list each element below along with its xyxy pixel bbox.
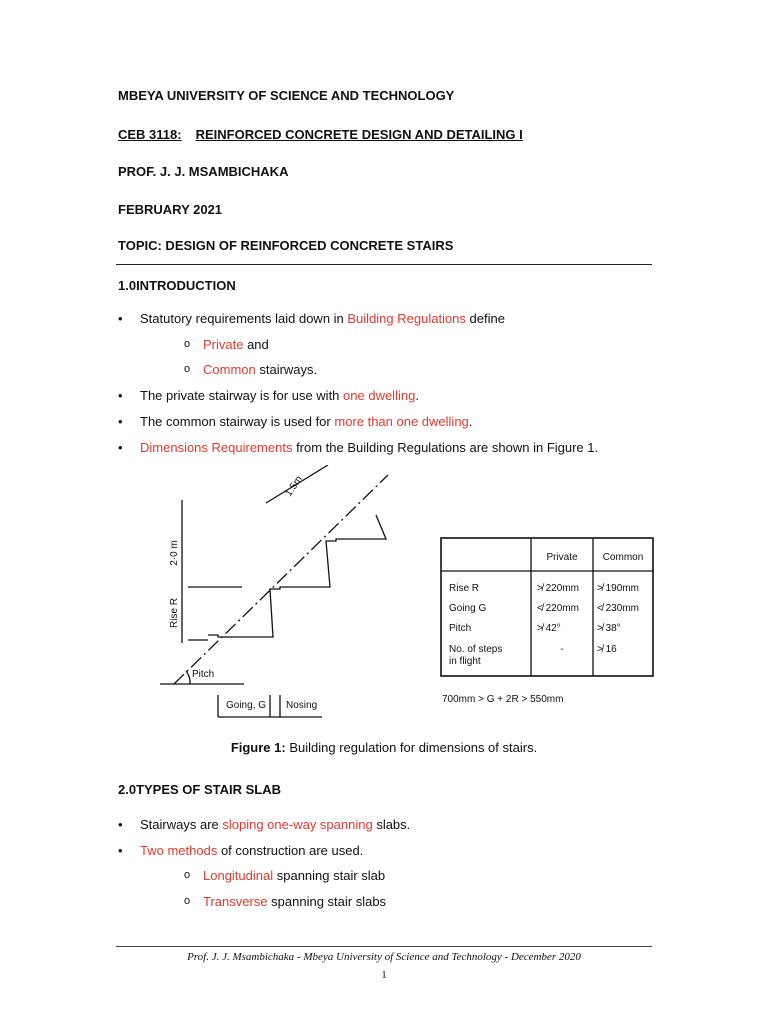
bullet-icon: • <box>118 817 123 832</box>
table-header-common: Common <box>602 552 644 563</box>
section2-heading: 2.0TYPES OF STAIR SLAB <box>118 782 282 797</box>
date-line: FEBRUARY 2021 <box>118 202 223 217</box>
bullet-icon: • <box>118 414 123 429</box>
circle-bullet-icon: o <box>184 895 191 907</box>
table-header-private: Private <box>546 552 578 563</box>
table-cell: No. of steps <box>449 644 503 655</box>
table-cell: ≯ 38° <box>597 623 621 634</box>
stair-formula: 700mm > G + 2R > 550mm <box>442 694 564 705</box>
table-cell: Pitch <box>449 623 472 634</box>
table-cell: ≮ 220mm <box>537 603 579 614</box>
bullet-icon: • <box>118 311 123 326</box>
circle-bullet-icon: o <box>184 363 191 375</box>
table-cell: - <box>560 644 564 655</box>
going-length-label: 1.5m <box>283 474 305 499</box>
going-label: Going, G <box>226 700 267 711</box>
regulation-table <box>438 535 658 710</box>
table-cell: Rise R <box>449 583 480 594</box>
table-cell: in flight <box>449 656 481 667</box>
bullet-icon: • <box>118 440 123 455</box>
course-title: REINFORCED CONCRETE DESIGN AND DETAILING I <box>195 127 523 142</box>
header-divider <box>116 264 652 265</box>
pitch-line <box>174 475 388 684</box>
stair-profile <box>208 515 386 637</box>
author-line: PROF. J. J. MSAMBICHAKA <box>118 164 289 179</box>
page-number: 1 <box>381 969 387 981</box>
table-cell: Going G <box>449 603 487 614</box>
table-cell: ≮ 230mm <box>597 603 639 614</box>
footer-divider <box>116 946 652 947</box>
university-title: MBEYA UNIVERSITY OF SCIENCE AND TECHNOLOGY <box>118 88 455 103</box>
course-code: CEB 3118: <box>118 127 182 142</box>
course-line <box>118 127 523 142</box>
circle-bullet-icon: o <box>184 869 191 881</box>
table-cell: ≯ 220mm <box>537 583 579 594</box>
table-cell: ≯ 190mm <box>597 583 639 594</box>
nosing-label: Nosing <box>286 700 318 711</box>
topic-line: TOPIC: DESIGN OF REINFORCED CONCRETE STAIRS <box>118 238 454 253</box>
caption-label: Figure 1: <box>230 740 286 755</box>
stair-diagram <box>150 465 400 725</box>
caption-text: Building regulation for dimensions of stairs. <box>285 740 538 755</box>
circle-bullet-icon: o <box>184 338 191 350</box>
section1-heading: 1.0INTRODUCTION <box>118 278 236 293</box>
document-page: MBEYA UNIVERSITY OF SCIENCE AND TECHNOLOGY CEB 3118: REINFORCED CONCRETE DESIGN AND DETAILING I PROF. J. J. MSAMBICHAKA FEBRUARY 2021 TOPIC: DESIGN OF REINFORCED CONCRETE STAIRS 1.0INTRODUCTION • Statutory requirements laid down in Building Regulations define o Private and o Common stairways. • The private stairway is for use with one dwelling. • The common stairway is used for more than one dwelling. • Dimensions Requirements from the Building Regulations are shown in Figure 1. 2·0 m Rise R 1.5m Pitch Going, G Nosing Private Common Rise R ≯ 220mm ≯ 190mm Going G ≮ 220mm ≮ 230mm Pitch ≯ 42° ≯ 38° No. of steps in flight - ≯ 16 700mm > G + 2R > 550mm Figure 1: Building regulation for dimensions of stairs. 2.0TYPES OF STAIR SLAB • Stairways are sloping one-way spanning slabs. • Two methods of construction are used. o Longitudinal spanning stair slab o Transverse spanning stair slabs Prof. J. J. Msambichaka - Mbeya University of Science and Technology - December 2020 1 <box>0 0 768 1024</box>
pitch-label: Pitch <box>192 669 215 680</box>
bullet-icon: • <box>118 388 123 403</box>
rise-label: Rise R <box>169 597 180 629</box>
pitch-arc <box>186 671 190 684</box>
footer-text: Prof. J. J. Msambichaka - Mbeya University of Science and Technology - December 2020 <box>187 951 581 963</box>
bullet-icon: • <box>118 843 123 858</box>
table-cell: ≯ 16 <box>597 644 617 655</box>
figure-caption <box>0 740 768 755</box>
headroom-label: 2·0 m <box>169 540 180 566</box>
table-cell: ≯ 42° <box>537 623 561 634</box>
